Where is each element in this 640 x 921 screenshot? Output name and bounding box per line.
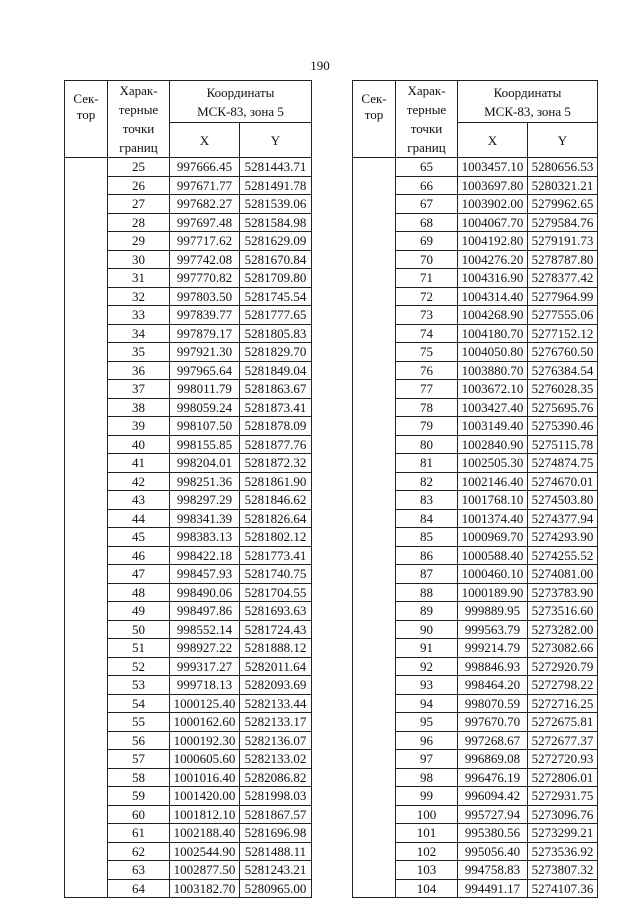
x-coordinate-cell: 1002188.40 <box>170 824 240 843</box>
x-coordinate-cell: 1000192.30 <box>170 731 240 750</box>
coordinates-header: Координаты МСК-83, зона 5 <box>170 81 312 123</box>
y-coordinate-cell: 5281998.03 <box>240 787 312 806</box>
y-coordinate-cell: 5281443.71 <box>240 158 312 177</box>
y-coordinate-cell: 5274255.52 <box>528 546 598 565</box>
x-coordinate-cell: 997671.77 <box>170 176 240 195</box>
x-coordinate-cell: 1004180.70 <box>458 324 528 343</box>
y-coordinate-cell: 5282086.82 <box>240 768 312 787</box>
y-coordinate-cell: 5274107.36 <box>528 879 598 898</box>
point-number-cell: 54 <box>108 694 170 713</box>
x-coordinate-cell: 999317.27 <box>170 657 240 676</box>
y-coordinate-cell: 5277555.06 <box>528 306 598 325</box>
sector-cell <box>65 158 108 898</box>
point-number-cell: 67 <box>396 195 458 214</box>
x-coordinate-cell: 998497.86 <box>170 602 240 621</box>
x-coordinate-cell: 998297.29 <box>170 491 240 510</box>
x-coordinate-cell: 994758.83 <box>458 861 528 880</box>
y-coordinate-cell: 5273783.90 <box>528 583 598 602</box>
point-number-cell: 26 <box>108 176 170 195</box>
x-coordinate-cell: 995380.56 <box>458 824 528 843</box>
point-number-cell: 31 <box>108 269 170 288</box>
y-coordinate-cell: 5281724.43 <box>240 620 312 639</box>
x-coordinate-cell: 1003427.40 <box>458 398 528 417</box>
y-coordinate-cell: 5281629.09 <box>240 232 312 251</box>
y-coordinate-cell: 5281584.98 <box>240 213 312 232</box>
x-coordinate-cell: 998552.14 <box>170 620 240 639</box>
y-coordinate-cell: 5272716.25 <box>528 694 598 713</box>
table-row <box>65 158 312 177</box>
point-number-cell: 62 <box>108 842 170 861</box>
coordinates-table-right <box>352 80 598 898</box>
x-coordinate-cell: 997670.70 <box>458 713 528 732</box>
y-coordinate-cell: 5276028.35 <box>528 380 598 399</box>
point-number-cell: 102 <box>396 842 458 861</box>
y-coordinate-cell: 5272806.01 <box>528 768 598 787</box>
x-coordinate-cell: 999563.79 <box>458 620 528 639</box>
point-number-cell: 100 <box>396 805 458 824</box>
point-number-cell: 99 <box>396 787 458 806</box>
y-coordinate-cell: 5281867.57 <box>240 805 312 824</box>
point-number-cell: 91 <box>396 639 458 658</box>
point-number-cell: 76 <box>396 361 458 380</box>
y-coordinate-cell: 5274874.75 <box>528 454 598 473</box>
point-number-cell: 69 <box>396 232 458 251</box>
y-coordinate-cell: 5280965.00 <box>240 879 312 898</box>
x-coordinate-cell: 1002877.50 <box>170 861 240 880</box>
point-number-cell: 71 <box>396 269 458 288</box>
x-coordinate-cell: 998251.36 <box>170 472 240 491</box>
point-number-cell: 38 <box>108 398 170 417</box>
x-coordinate-cell: 1001812.10 <box>170 805 240 824</box>
point-number-cell: 64 <box>108 879 170 898</box>
point-number-cell: 63 <box>108 861 170 880</box>
x-coordinate-cell: 1003902.00 <box>458 195 528 214</box>
x-coordinate-cell: 997965.64 <box>170 361 240 380</box>
x-coordinate-cell: 1003149.40 <box>458 417 528 436</box>
x-coordinate-cell: 996476.19 <box>458 768 528 787</box>
y-coordinate-cell: 5281709.80 <box>240 269 312 288</box>
y-coordinate-cell: 5279191.73 <box>528 232 598 251</box>
points-header: Харак- терные точки границ <box>396 81 458 158</box>
y-coordinate-cell: 5276384.54 <box>528 361 598 380</box>
point-number-cell: 27 <box>108 195 170 214</box>
y-coordinate-cell: 5281491.78 <box>240 176 312 195</box>
point-number-cell: 84 <box>396 509 458 528</box>
x-coordinate-cell: 999718.13 <box>170 676 240 695</box>
point-number-cell: 104 <box>396 879 458 898</box>
y-coordinate-cell: 5278787.80 <box>528 250 598 269</box>
y-coordinate-cell: 5277964.99 <box>528 287 598 306</box>
x-coordinate-cell: 997879.17 <box>170 324 240 343</box>
x-coordinate-cell: 998070.59 <box>458 694 528 713</box>
point-number-cell: 81 <box>396 454 458 473</box>
point-number-cell: 57 <box>108 750 170 769</box>
point-number-cell: 83 <box>396 491 458 510</box>
y-coordinate-cell: 5279962.65 <box>528 195 598 214</box>
y-coordinate-cell: 5281846.62 <box>240 491 312 510</box>
y-coordinate-cell: 5273096.76 <box>528 805 598 824</box>
point-number-cell: 61 <box>108 824 170 843</box>
x-coordinate-cell: 994491.17 <box>458 879 528 898</box>
y-coordinate-cell: 5282133.44 <box>240 694 312 713</box>
y-coordinate-cell: 5281745.54 <box>240 287 312 306</box>
x-coordinate-cell: 997770.82 <box>170 269 240 288</box>
x-coordinate-cell: 1003457.10 <box>458 158 528 177</box>
points-header: Харак- терные точки границ <box>108 81 170 158</box>
point-number-cell: 36 <box>108 361 170 380</box>
x-coordinate-cell: 998464.20 <box>458 676 528 695</box>
sector-cell <box>353 158 396 898</box>
y-coordinate-cell: 5273299.21 <box>528 824 598 843</box>
y-coordinate-cell: 5281873.41 <box>240 398 312 417</box>
x-coordinate-cell: 998155.85 <box>170 435 240 454</box>
y-coordinate-cell: 5273807.32 <box>528 861 598 880</box>
x-coordinate-cell: 998204.01 <box>170 454 240 473</box>
point-number-cell: 94 <box>396 694 458 713</box>
point-number-cell: 34 <box>108 324 170 343</box>
x-coordinate-cell: 998011.79 <box>170 380 240 399</box>
x-coordinate-cell: 997839.77 <box>170 306 240 325</box>
y-coordinate-cell: 5281849.04 <box>240 361 312 380</box>
y-coordinate-cell: 5279584.76 <box>528 213 598 232</box>
y-coordinate-cell: 5282133.02 <box>240 750 312 769</box>
x-coordinate-cell: 1000969.70 <box>458 528 528 547</box>
y-coordinate-cell: 5272720.93 <box>528 750 598 769</box>
y-coordinate-cell: 5278377.42 <box>528 269 598 288</box>
x-coordinate-cell: 1000460.10 <box>458 565 528 584</box>
y-coordinate-cell: 5281488.11 <box>240 842 312 861</box>
table-row <box>353 158 598 177</box>
coordinates-table-left <box>64 80 312 898</box>
x-coordinate-cell: 1004316.90 <box>458 269 528 288</box>
x-coordinate-cell: 997921.30 <box>170 343 240 362</box>
x-header: X <box>170 123 240 158</box>
point-number-cell: 80 <box>396 435 458 454</box>
x-coordinate-cell: 1002840.90 <box>458 435 528 454</box>
y-coordinate-cell: 5272677.37 <box>528 731 598 750</box>
point-number-cell: 53 <box>108 676 170 695</box>
point-number-cell: 59 <box>108 787 170 806</box>
point-number-cell: 25 <box>108 158 170 177</box>
x-coordinate-cell: 1001374.40 <box>458 509 528 528</box>
x-coordinate-cell: 1003880.70 <box>458 361 528 380</box>
page-number: 190 <box>310 58 330 73</box>
x-coordinate-cell: 1004067.70 <box>458 213 528 232</box>
y-coordinate-cell: 5281243.21 <box>240 861 312 880</box>
point-number-cell: 79 <box>396 417 458 436</box>
point-number-cell: 93 <box>396 676 458 695</box>
x-coordinate-cell: 999889.95 <box>458 602 528 621</box>
x-coordinate-cell: 999214.79 <box>458 639 528 658</box>
x-coordinate-cell: 1001420.00 <box>170 787 240 806</box>
y-coordinate-cell: 5272798.22 <box>528 676 598 695</box>
y-coordinate-cell: 5281872.32 <box>240 454 312 473</box>
x-coordinate-cell: 998107.50 <box>170 417 240 436</box>
y-coordinate-cell: 5274503.80 <box>528 491 598 510</box>
x-coordinate-cell: 1002544.90 <box>170 842 240 861</box>
point-number-cell: 56 <box>108 731 170 750</box>
point-number-cell: 48 <box>108 583 170 602</box>
x-coordinate-cell: 996869.08 <box>458 750 528 769</box>
point-number-cell: 30 <box>108 250 170 269</box>
x-coordinate-cell: 995727.94 <box>458 805 528 824</box>
point-number-cell: 55 <box>108 713 170 732</box>
point-number-cell: 103 <box>396 861 458 880</box>
point-number-cell: 96 <box>396 731 458 750</box>
y-coordinate-cell: 5281863.67 <box>240 380 312 399</box>
point-number-cell: 72 <box>396 287 458 306</box>
point-number-cell: 40 <box>108 435 170 454</box>
y-coordinate-cell: 5273282.00 <box>528 620 598 639</box>
x-coordinate-cell: 1000189.90 <box>458 583 528 602</box>
x-coordinate-cell: 997717.62 <box>170 232 240 251</box>
point-number-cell: 78 <box>396 398 458 417</box>
point-number-cell: 86 <box>396 546 458 565</box>
y-coordinate-cell: 5281888.12 <box>240 639 312 658</box>
point-number-cell: 82 <box>396 472 458 491</box>
x-coordinate-cell: 998383.13 <box>170 528 240 547</box>
point-number-cell: 35 <box>108 343 170 362</box>
point-number-cell: 33 <box>108 306 170 325</box>
coordinates-header: Координаты МСК-83, зона 5 <box>458 81 598 123</box>
y-coordinate-cell: 5272931.75 <box>528 787 598 806</box>
point-number-cell: 43 <box>108 491 170 510</box>
y-coordinate-cell: 5276760.50 <box>528 343 598 362</box>
point-number-cell: 90 <box>396 620 458 639</box>
point-number-cell: 65 <box>396 158 458 177</box>
point-number-cell: 28 <box>108 213 170 232</box>
point-number-cell: 41 <box>108 454 170 473</box>
x-coordinate-cell: 1001768.10 <box>458 491 528 510</box>
y-coordinate-cell: 5281777.65 <box>240 306 312 325</box>
x-coordinate-cell: 996094.42 <box>458 787 528 806</box>
y-coordinate-cell: 5274377.94 <box>528 509 598 528</box>
x-coordinate-cell: 1001016.40 <box>170 768 240 787</box>
x-coordinate-cell: 998457.93 <box>170 565 240 584</box>
x-coordinate-cell: 1004192.80 <box>458 232 528 251</box>
x-coordinate-cell: 997268.67 <box>458 731 528 750</box>
y-coordinate-cell: 5281826.64 <box>240 509 312 528</box>
point-number-cell: 58 <box>108 768 170 787</box>
y-coordinate-cell: 5274293.90 <box>528 528 598 547</box>
y-coordinate-cell: 5281805.83 <box>240 324 312 343</box>
x-coordinate-cell: 997666.45 <box>170 158 240 177</box>
y-coordinate-cell: 5273536.92 <box>528 842 598 861</box>
x-coordinate-cell: 1004276.20 <box>458 250 528 269</box>
x-coordinate-cell: 998059.24 <box>170 398 240 417</box>
x-coordinate-cell: 997742.08 <box>170 250 240 269</box>
point-number-cell: 60 <box>108 805 170 824</box>
y-coordinate-cell: 5280321.21 <box>528 176 598 195</box>
point-number-cell: 87 <box>396 565 458 584</box>
y-coordinate-cell: 5272920.79 <box>528 657 598 676</box>
y-coordinate-cell: 5274081.00 <box>528 565 598 584</box>
point-number-cell: 49 <box>108 602 170 621</box>
point-number-cell: 46 <box>108 546 170 565</box>
sector-header: Сек- тор <box>65 81 108 158</box>
y-coordinate-cell: 5281704.55 <box>240 583 312 602</box>
x-coordinate-cell: 1000162.60 <box>170 713 240 732</box>
y-coordinate-cell: 5281539.06 <box>240 195 312 214</box>
x-coordinate-cell: 1004050.80 <box>458 343 528 362</box>
point-number-cell: 92 <box>396 657 458 676</box>
x-coordinate-cell: 1002505.30 <box>458 454 528 473</box>
y-coordinate-cell: 5274670.01 <box>528 472 598 491</box>
y-coordinate-cell: 5281740.75 <box>240 565 312 584</box>
point-number-cell: 73 <box>396 306 458 325</box>
x-coordinate-cell: 1003697.80 <box>458 176 528 195</box>
y-header: Y <box>240 123 312 158</box>
point-number-cell: 52 <box>108 657 170 676</box>
y-coordinate-cell: 5281693.63 <box>240 602 312 621</box>
point-number-cell: 68 <box>396 213 458 232</box>
point-number-cell: 101 <box>396 824 458 843</box>
point-number-cell: 85 <box>396 528 458 547</box>
y-coordinate-cell: 5273082.66 <box>528 639 598 658</box>
point-number-cell: 47 <box>108 565 170 584</box>
x-coordinate-cell: 995056.40 <box>458 842 528 861</box>
point-number-cell: 95 <box>396 713 458 732</box>
point-number-cell: 37 <box>108 380 170 399</box>
x-coordinate-cell: 1000605.60 <box>170 750 240 769</box>
y-coordinate-cell: 5281696.98 <box>240 824 312 843</box>
point-number-cell: 29 <box>108 232 170 251</box>
y-coordinate-cell: 5282093.69 <box>240 676 312 695</box>
y-coordinate-cell: 5281802.12 <box>240 528 312 547</box>
y-coordinate-cell: 5281670.84 <box>240 250 312 269</box>
point-number-cell: 88 <box>396 583 458 602</box>
x-coordinate-cell: 1000125.40 <box>170 694 240 713</box>
point-number-cell: 97 <box>396 750 458 769</box>
y-coordinate-cell: 5281861.90 <box>240 472 312 491</box>
x-coordinate-cell: 997697.48 <box>170 213 240 232</box>
point-number-cell: 42 <box>108 472 170 491</box>
point-number-cell: 89 <box>396 602 458 621</box>
y-coordinate-cell: 5275695.76 <box>528 398 598 417</box>
y-coordinate-cell: 5277152.12 <box>528 324 598 343</box>
x-coordinate-cell: 998927.22 <box>170 639 240 658</box>
x-coordinate-cell: 997682.27 <box>170 195 240 214</box>
y-coordinate-cell: 5280656.53 <box>528 158 598 177</box>
x-coordinate-cell: 998341.39 <box>170 509 240 528</box>
point-number-cell: 45 <box>108 528 170 547</box>
y-coordinate-cell: 5281877.76 <box>240 435 312 454</box>
point-number-cell: 74 <box>396 324 458 343</box>
x-coordinate-cell: 1004268.90 <box>458 306 528 325</box>
point-number-cell: 98 <box>396 768 458 787</box>
y-coordinate-cell: 5272675.81 <box>528 713 598 732</box>
point-number-cell: 51 <box>108 639 170 658</box>
x-coordinate-cell: 1000588.40 <box>458 546 528 565</box>
point-number-cell: 44 <box>108 509 170 528</box>
x-coordinate-cell: 1002146.40 <box>458 472 528 491</box>
y-coordinate-cell: 5275115.78 <box>528 435 598 454</box>
x-header: X <box>458 123 528 158</box>
y-coordinate-cell: 5273516.60 <box>528 602 598 621</box>
x-coordinate-cell: 1003672.10 <box>458 380 528 399</box>
x-coordinate-cell: 997803.50 <box>170 287 240 306</box>
point-number-cell: 39 <box>108 417 170 436</box>
sector-header: Сек- тор <box>353 81 396 158</box>
y-coordinate-cell: 5282136.07 <box>240 731 312 750</box>
y-header: Y <box>528 123 598 158</box>
x-coordinate-cell: 998490.06 <box>170 583 240 602</box>
x-coordinate-cell: 998846.93 <box>458 657 528 676</box>
x-coordinate-cell: 1003182.70 <box>170 879 240 898</box>
table-body-left <box>65 158 312 898</box>
x-coordinate-cell: 998422.18 <box>170 546 240 565</box>
y-coordinate-cell: 5282011.64 <box>240 657 312 676</box>
y-coordinate-cell: 5282133.17 <box>240 713 312 732</box>
point-number-cell: 66 <box>396 176 458 195</box>
y-coordinate-cell: 5281773.41 <box>240 546 312 565</box>
point-number-cell: 75 <box>396 343 458 362</box>
x-coordinate-cell: 1004314.40 <box>458 287 528 306</box>
point-number-cell: 32 <box>108 287 170 306</box>
point-number-cell: 77 <box>396 380 458 399</box>
y-coordinate-cell: 5275390.46 <box>528 417 598 436</box>
y-coordinate-cell: 5281829.70 <box>240 343 312 362</box>
point-number-cell: 70 <box>396 250 458 269</box>
table-body-right <box>353 158 598 898</box>
y-coordinate-cell: 5281878.09 <box>240 417 312 436</box>
point-number-cell: 50 <box>108 620 170 639</box>
